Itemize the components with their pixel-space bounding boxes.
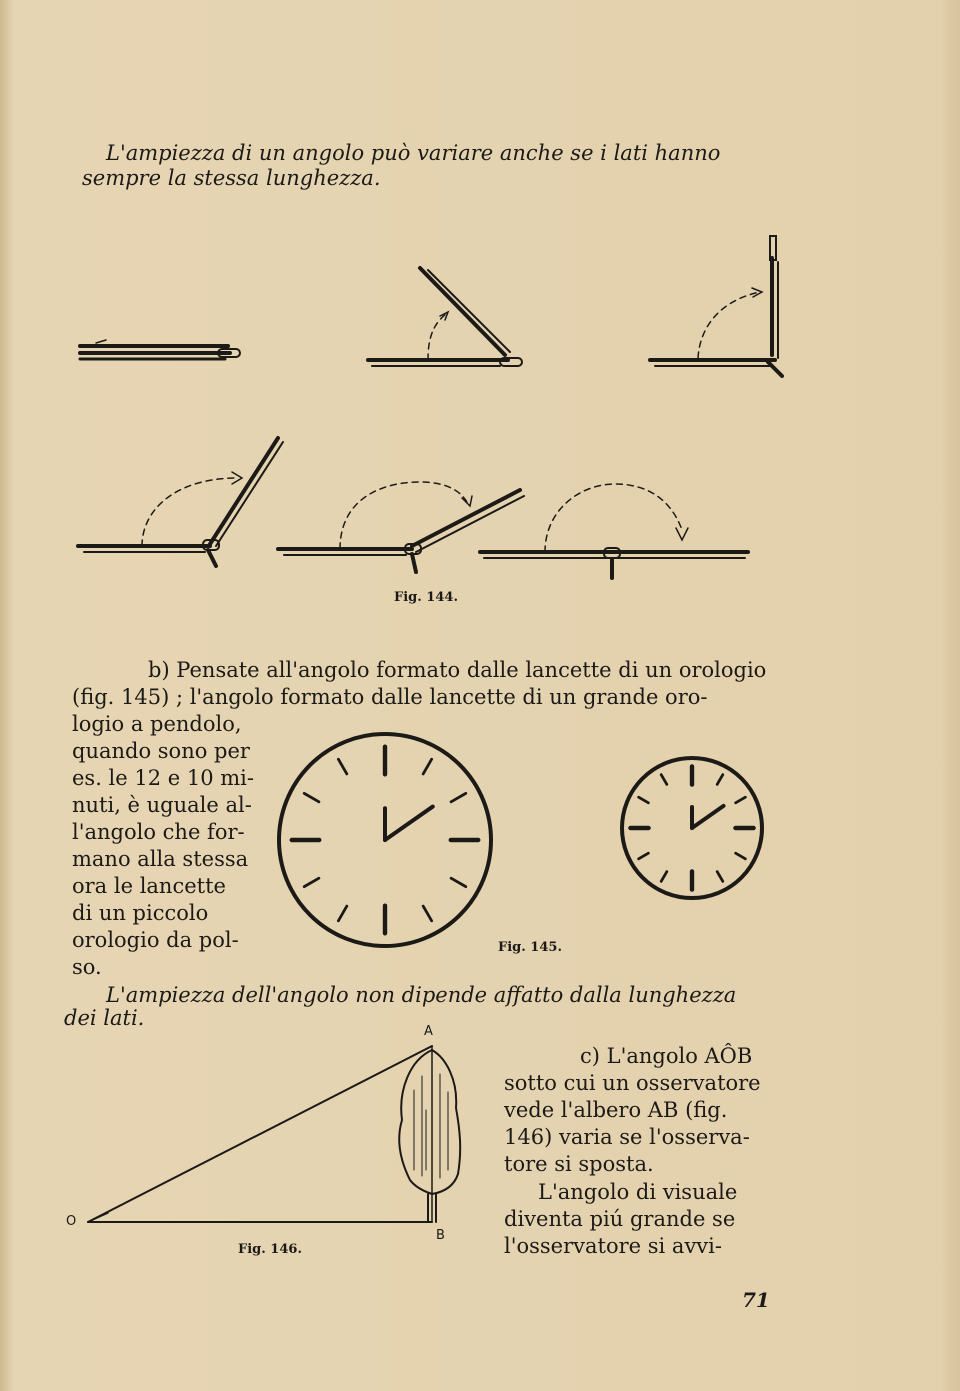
sight-line [88,1046,432,1222]
para-b-line-1: b) Pensate all'angolo formato dalle lancette di un orologio [148,658,767,682]
point-a-label: A [424,1024,433,1039]
tree-texture [414,1074,448,1178]
point-o-label: O [66,1214,77,1229]
intro-line-1: L'ampiezza di un angolo può variare anche se i lati hanno [106,141,721,165]
para-b-line-2: (fig. 145) ; l'angolo formato dalle lancette di un grande oro- [72,685,708,709]
para-b-left-3: es. le 12 e 10 mi- [72,766,254,790]
point-b-label: B [436,1228,445,1243]
page-number: 71 [742,1288,770,1312]
para-b-left-5: l'angolo che for- [72,820,245,844]
intro-line-2: sempre la stessa lunghezza. [82,166,381,190]
para-c-line-4: 146) varia se l'osserva- [504,1125,750,1149]
para-b-left-10: so. [72,955,102,979]
fig146-caption: Fig. 146. [238,1242,302,1257]
para-b-left-2: quando sono per [72,739,250,763]
para-c-line-2: sotto cui un osservatore [504,1071,761,1095]
para-c-line-6: L'angolo di visuale [538,1180,738,1204]
para-c-line-5: tore si sposta. [504,1152,654,1176]
para-c-line-7: diventa piú grande se [504,1207,736,1231]
vertex-arrow [88,1213,108,1222]
para-b-left-1: logio a pendolo, [72,712,242,736]
para-b-left-6: mano alla stessa [72,847,249,871]
tree-crown [399,1050,460,1194]
para-c-line-1: c) L'angolo AÔB [580,1044,753,1068]
para-b-left-8: di un piccolo [72,901,209,925]
para-b-left-4: nuti, è uguale al- [72,793,252,817]
para-c-line-8: l'osservatore si avvi- [504,1234,722,1258]
statement-line-2: dei lati. [64,1006,145,1030]
para-b-left-9: orologio da pol- [72,928,239,952]
statement-line-1: L'ampiezza dell'angolo non dipende affatto dalla lunghezza [106,983,737,1007]
para-b-left-7: ora le lancette [72,874,226,898]
fig145-caption: Fig. 145. [498,940,562,955]
para-c-line-3: vede l'albero AB (fig. [504,1098,728,1122]
fig144-caption: Fig. 144. [394,590,458,605]
